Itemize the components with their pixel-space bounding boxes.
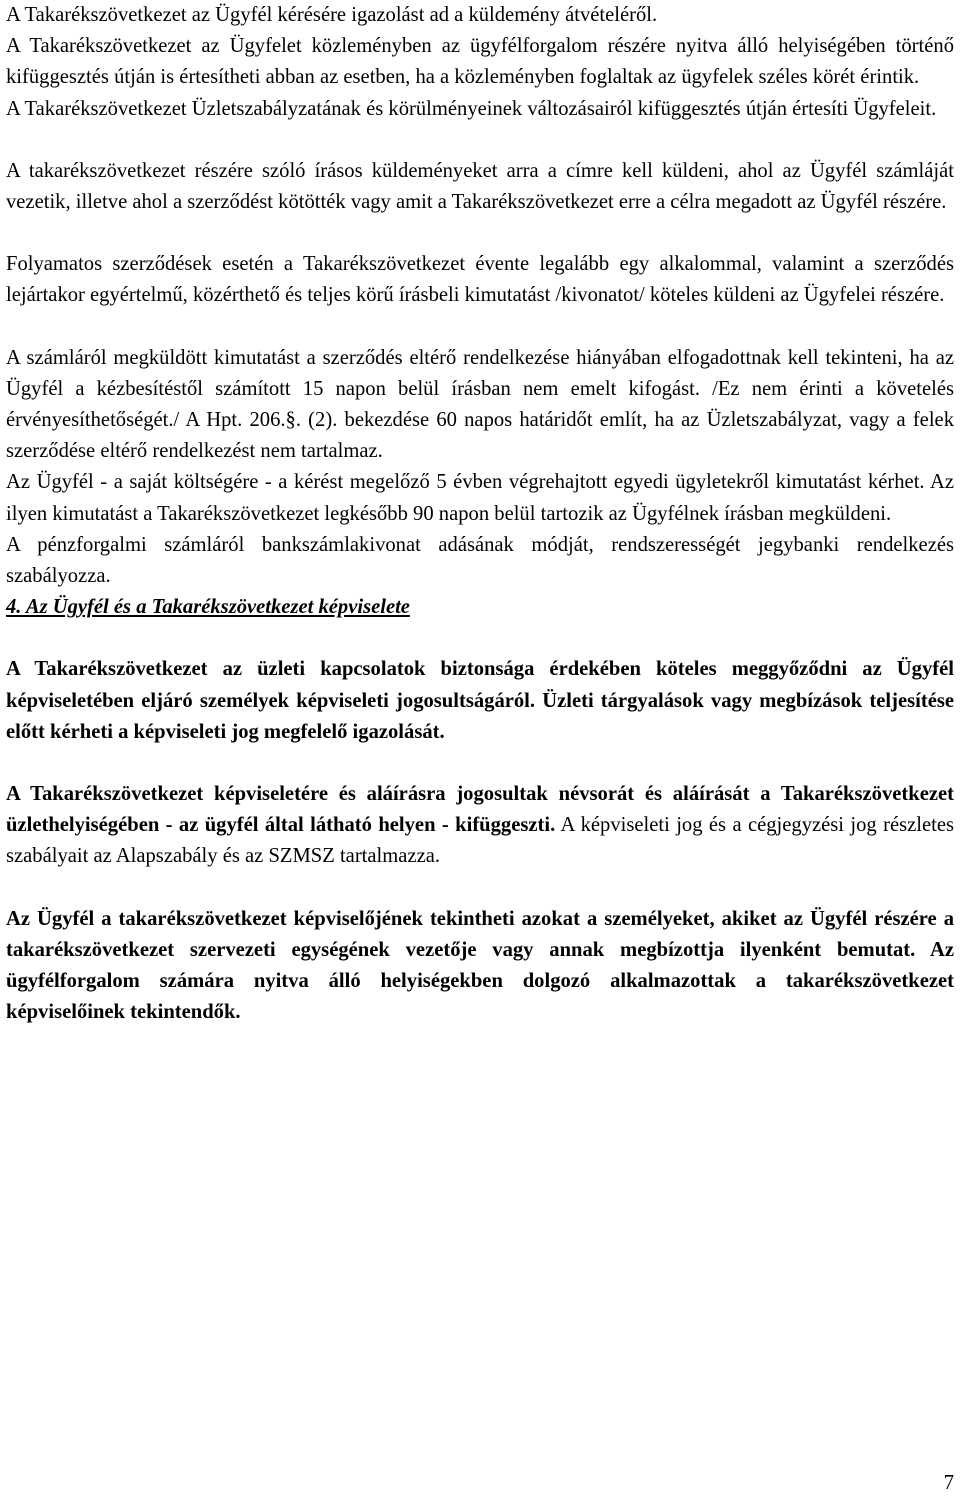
document-page	[6, 0, 954, 1028]
paragraph-statement-request: Az Ügyfél - a saját költségére - a kérést megelőző 5 évben végrehajtott egyedi ügyletekről kimutatást kérhet. Az ilyen kimutatást a Takarékszövetkezet legkésőbb 90 napon belül tartozik az Ügyfélnek írásban megküldeni.	[6, 471, 954, 525]
paragraph-continuous-contracts: Folyamatos szerződések esetén a Takarékszövetkezet évente legalább egy alkalommal, valamint a szerződés lejártakor egyértelmű, közérthető és teljes körű írásbeli kimutatást /kivonatot/ köteles küldeni az Ügyfelei részére.	[6, 253, 954, 307]
signatories-bold-text: A Takarékszövetkezet képviseletére és aláírásra jogosultak névsorát és aláírását a Takarékszövetkezet üzlethelyiségében - az ügyfél által látható helyen - kifüggeszti.	[6, 783, 954, 837]
paragraph-statement-acceptance: A számláról megküldött kimutatást a szerződés eltérő rendelkezése hiányában elfogadottnak kell tekinteni, ha az Ügyfél a kézbesítéstől számított 15 napon belül írásban nem emelt kifogást. /Ez nem érinti a követelés érvényesíthetőségét./ A Hpt. 206.§. (2). bekezdése 60 napos határidőt említ, ha az Üzletszabályzat, vagy a felek szerződése eltérő rendelkezést nem tartalmaz.	[6, 346, 954, 463]
paragraph-notice-posting: A Takarékszövetkezet az Ügyfelet közleményben az ügyfélforgalom részére nyitva álló helyiségében történő kifüggesztés útján is értesítheti abban az esetben, ha a közleményben foglaltak az ügyfelek széles körét érintik.	[6, 35, 954, 89]
paragraph-representation-verification: A Takarékszövetkezet az üzleti kapcsolatok biztonsága érdekében köteles meggyőződni az Ügyfél képviseletében eljáró személyek képviseleti jogosultságáról. Üzleti tárgyalások vagy megbízások teljesítése előtt kérheti a képviseleti jog megfelelő igazolását.	[6, 658, 954, 743]
paragraph-rules-change-notice: A Takarékszövetkezet Üzletszabályzatának és körülményeinek változásairól kifüggesztés útján értesíti Ügyfeleit.	[6, 97, 937, 120]
paragraph-signatories	[6, 779, 954, 873]
paragraph-mail-address: A takarékszövetkezet részére szóló írásos küldeményeket arra a címre kell küldeni, ahol az Ügyfél számláját vezetik, illetve ahol a szerződést kötötték vagy amit a Takarékszövetkezet erre a célra megadott az Ügyfél részére.	[6, 159, 954, 214]
signatories-regular-text: A képviseleti jog és a cégjegyzési jog részletes szabályait az Alapszabály és az SZMSZ tartalmazza.	[6, 814, 954, 868]
paragraph-bank-statement: A pénzforgalmi számláról bankszámlakivonat adásának módját, rendszerességét jegybanki rendelkezés szabályozza.	[6, 533, 954, 588]
page-number: 7	[943, 1472, 954, 1494]
section-heading: 4. Az Ügyfél és a Takarékszövetkezet képviselete	[6, 596, 410, 619]
paragraph-receipt-confirmation: A Takarékszövetkezet az Ügyfél kérésére igazolást ad a küldemény átvételéről.	[6, 4, 658, 26]
paragraph-representatives: Az Ügyfél a takarékszövetkezet képviselőjének tekintheti azokat a személyeket, akiket az Ügyfél részére a takarékszövetkezet szervezeti egységének vezetője vagy annak megbízottja ilyenként bemutat. Az ügyfélforgalom számára nyitva álló helyiségekben dolgozó alkalmazottak a takarékszövetkezet képviselőinek tekintendők.	[6, 907, 954, 1024]
